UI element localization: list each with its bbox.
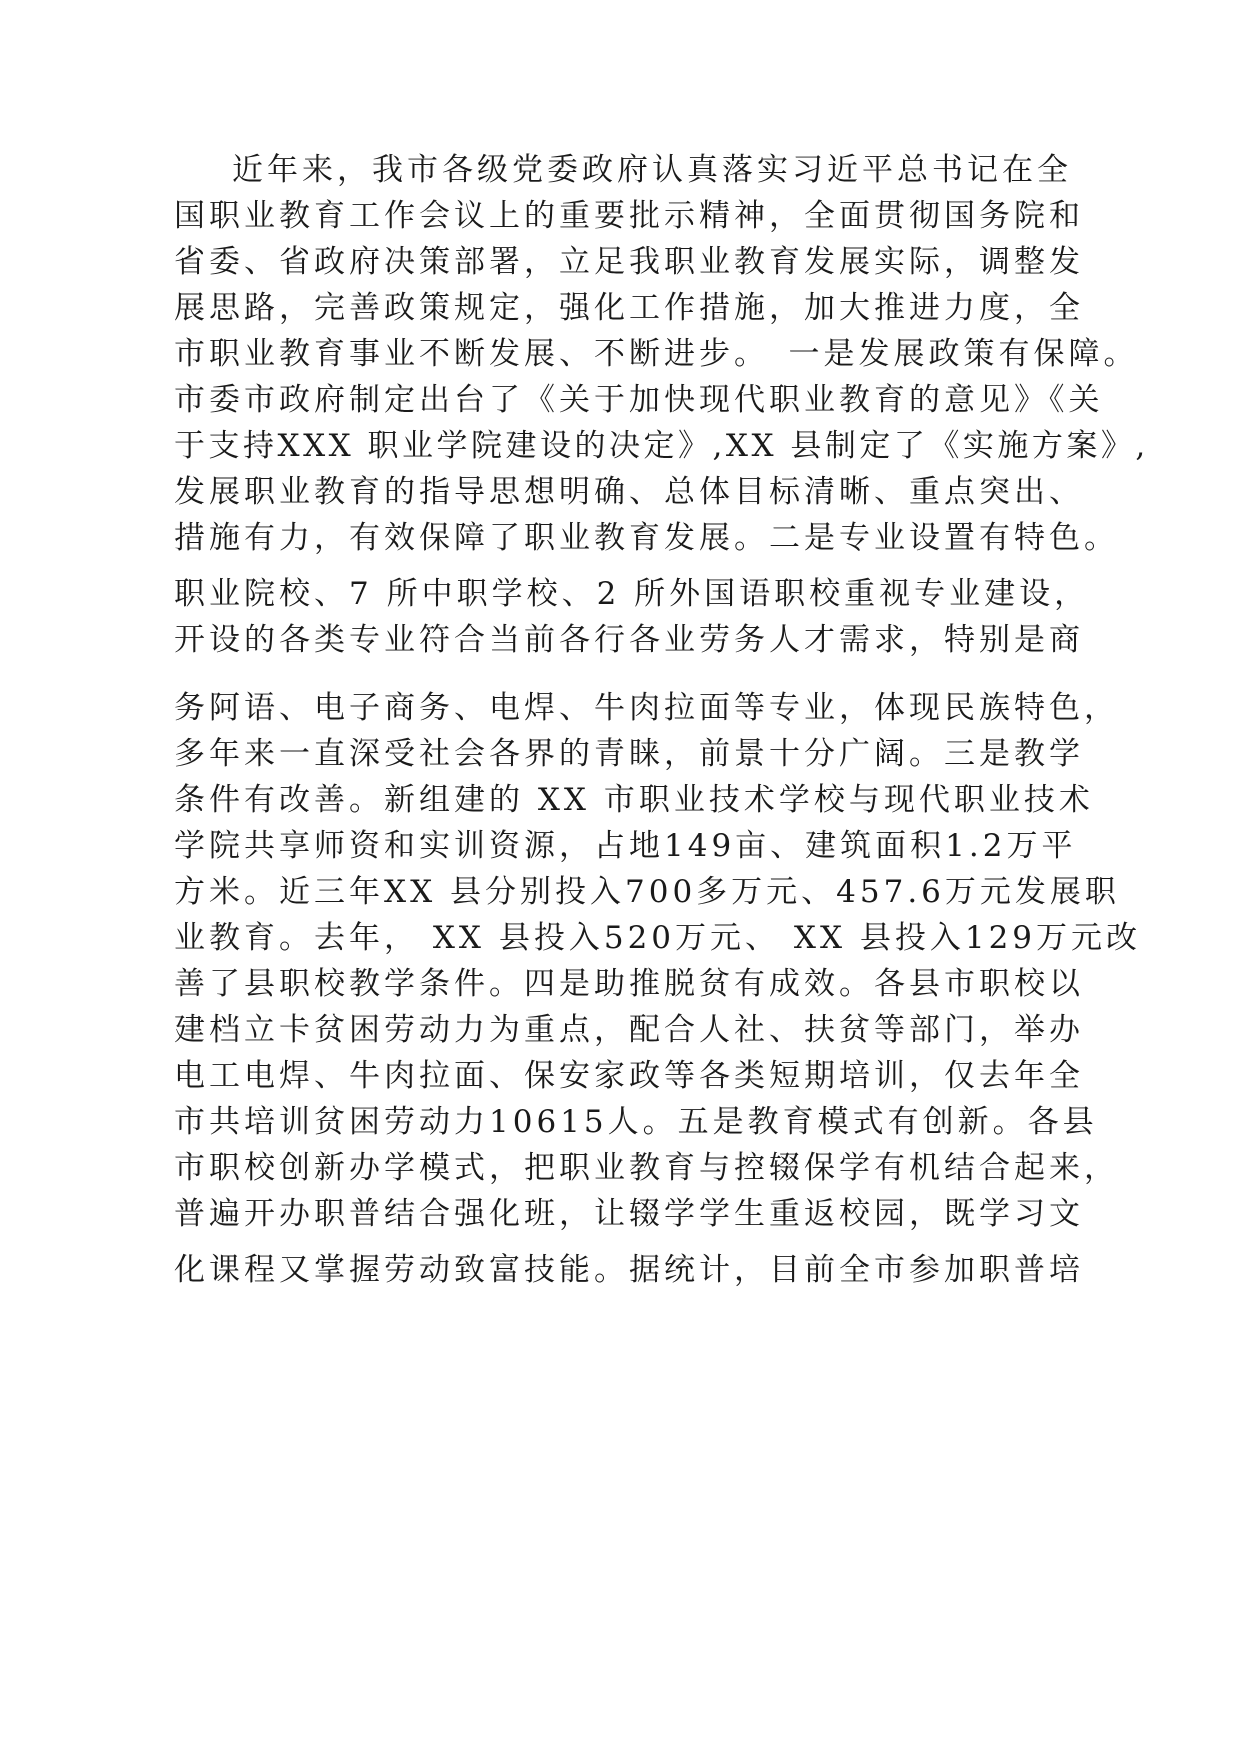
text-line: 普遍开办职普结合强化班，让辍学学生重返校园，既学习文 — [174, 1196, 1084, 1232]
text-line: 市委市政府制定出台了《关于加快现代职业教育的意见》《关 — [174, 382, 1104, 418]
text-line: 开设的各类专业符合当前各行各业劳务人才需求，特别是商 — [174, 622, 1084, 658]
text-line: 业教育。去年， XX 县投入520万元、 XX 县投入129万元改 — [174, 920, 1142, 956]
text-line: 建档立卡贫困劳动力为重点，配合人社、扶贫等部门，举办 — [174, 1012, 1084, 1048]
text-line: 市共培训贫困劳动力10615人。五是教育模式有创新。各县 — [174, 1104, 1098, 1140]
text-line: 务阿语、电子商务、电焊、牛肉拉面等专业，体现民族特色， — [174, 690, 1119, 726]
text-line: 善了县职校教学条件。四是助推脱贫有成效。各县市职校以 — [174, 966, 1084, 1002]
text-line: 市职校创新办学模式，把职业教育与控辍保学有机结合起来， — [174, 1150, 1119, 1186]
text-line: 省委、省政府决策部署，立足我职业教育发展实际，调整发 — [174, 244, 1084, 280]
text-line: 措施有力，有效保障了职业教育发展。二是专业设置有特色。 — [174, 520, 1119, 556]
text-line: 方米。近三年XX 县分别投入700多万元、457.6万元发展职 — [174, 874, 1120, 910]
text-line: 多年来一直深受社会各界的青睐，前景十分广阔。三是教学 — [174, 736, 1084, 772]
text-line: 学院共享师资和实训资源，占地149亩、建筑面积1.2万平 — [174, 828, 1077, 864]
text-line: 近年来，我市各级党委政府认真落实习近平总书记在全 — [232, 152, 1072, 188]
text-line: 化课程又掌握劳动致富技能。据统计，目前全市参加职普培 — [174, 1252, 1084, 1288]
text-line: 职业院校、7 所中职学校、2 所外国语职校重视专业建设， — [174, 576, 1090, 612]
text-line: 国职业教育工作会议上的重要批示精神，全面贯彻国务院和 — [174, 198, 1084, 234]
text-line: 市职业教育事业不断发展、不断进步。 一是发展政策有保障。 — [174, 336, 1139, 372]
text-line: 电工电焊、牛肉拉面、保安家政等各类短期培训，仅去年全 — [174, 1058, 1084, 1094]
text-line: 发展职业教育的指导思想明确、总体目标清晰、重点突出、 — [174, 474, 1084, 510]
text-line: 展思路，完善政策规定，强化工作措施，加大推进力度，全 — [174, 290, 1084, 326]
text-line: 条件有改善。新组建的 XX 市职业技术学校与现代职业技术 — [174, 782, 1094, 818]
text-line: 于支持XXX 职业学院建设的决定》,XX 县制定了《实施方案》, — [174, 428, 1149, 464]
